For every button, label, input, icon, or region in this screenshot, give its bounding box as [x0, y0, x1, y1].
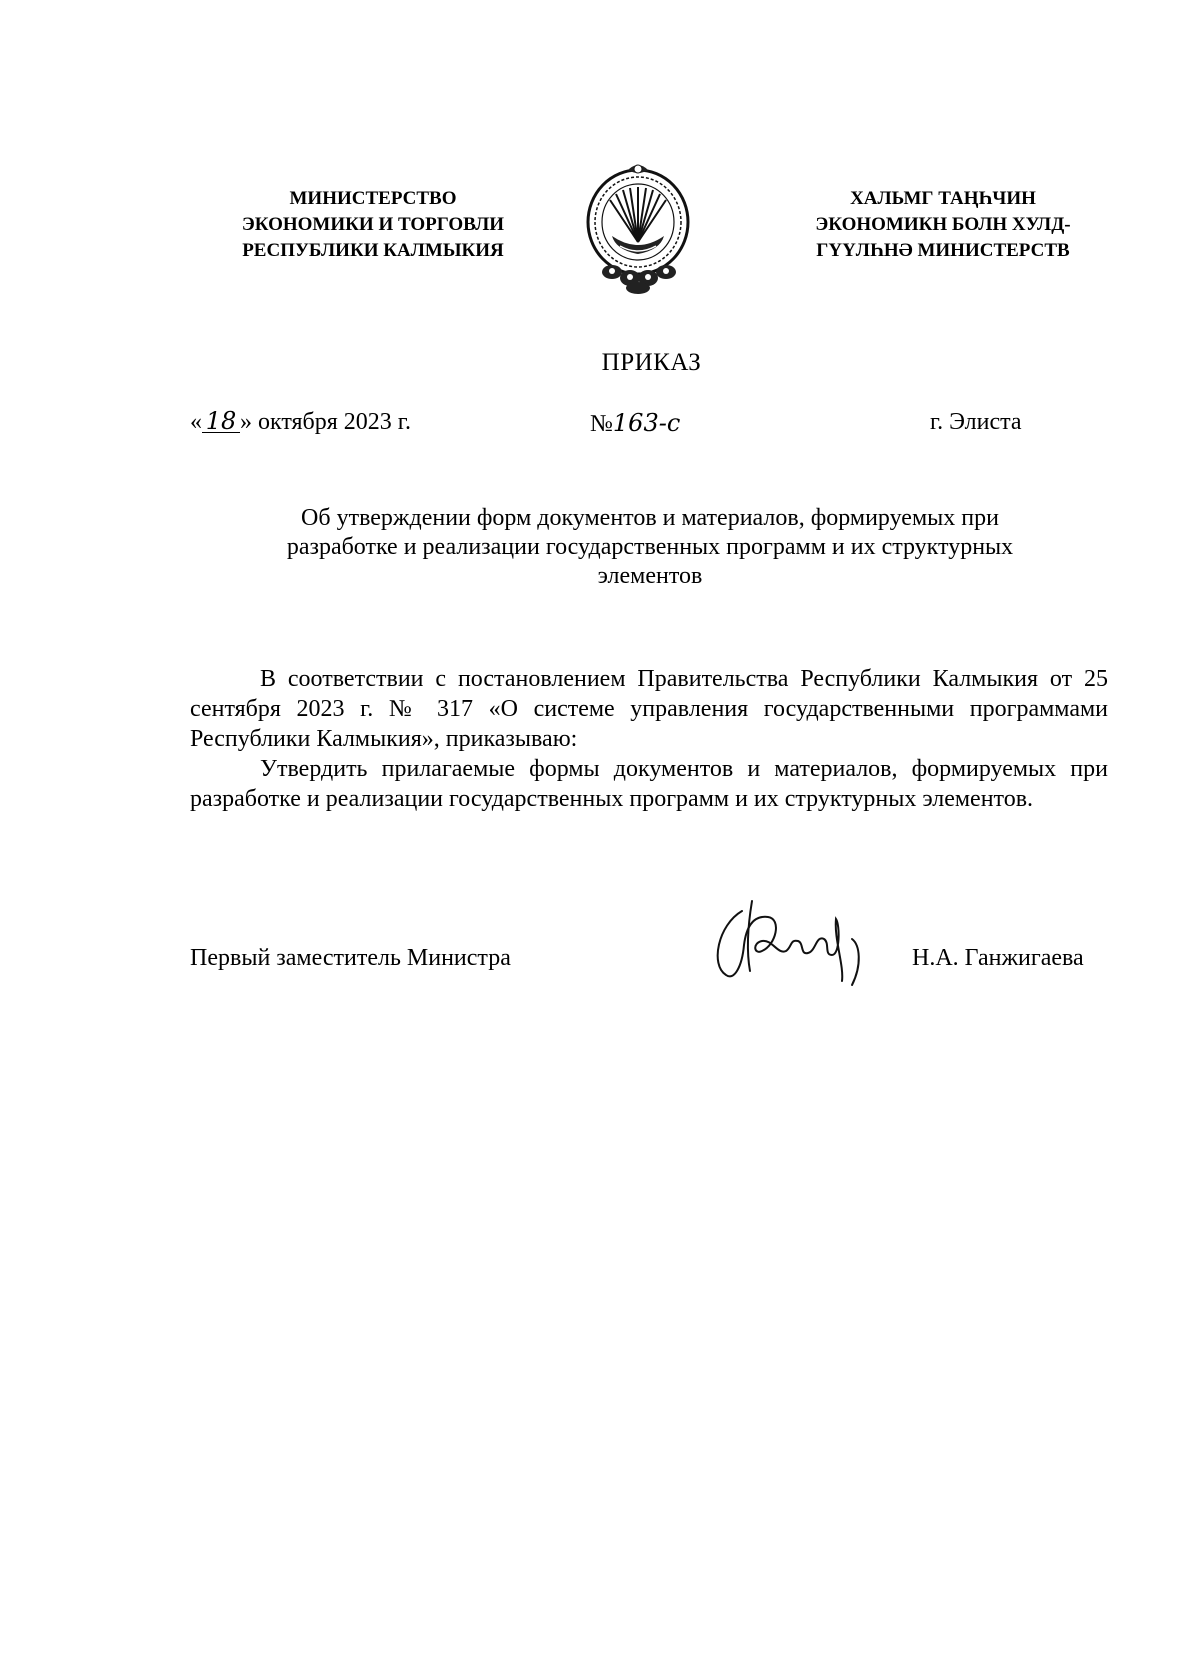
order-body [190, 664, 1108, 814]
order-number [590, 409, 680, 438]
order-date [190, 409, 411, 436]
header-left-line-3: РЕСПУБЛИКИ КАЛМЫКИЯ [242, 240, 504, 261]
order-subject [190, 504, 1110, 591]
issue-city: г. Элиста [930, 409, 1022, 435]
signer-name: Н.А. Ганжигаева [912, 945, 1084, 971]
handwritten-signature [712, 895, 884, 987]
date-open-quote: « [190, 409, 202, 435]
ministry-name-kalmyk [788, 186, 1098, 264]
date-month-year: » октября 2023 г. [240, 409, 411, 435]
header-right-line-2: ЭКОНОМИКН БОЛН ХУЛД- [815, 214, 1071, 235]
body-paragraph-1: В соответствии с постановлением Правительства Республики Калмыкия от 25 сентября 2023 г. № 317 «О системе управления государственными программами Республики Калмыкия», приказываю: [190, 666, 1108, 752]
header-right-line-3: ГҮҮЛҺНӘ МИНИСТЕРСТВ [816, 240, 1070, 261]
number-sign: № [590, 411, 613, 437]
subject-line-2: разработке и реализации государственных программ и их структурных [286, 534, 1014, 560]
header-right-line-1: ХАЛЬМГ ТАҢҺЧИН [850, 188, 1036, 209]
header-left-line-1: МИНИСТЕРСТВО [289, 188, 457, 209]
body-paragraph-2: Утвердить прилагаемые формы документов и материалов, формируемых при разработке и реализации государственных программ и их структурных элементов. [190, 756, 1108, 812]
subject-line-3: элементов [597, 563, 703, 589]
document-title: ПРИКАЗ [601, 349, 702, 376]
handwritten-number: 163-с [612, 409, 681, 437]
subject-line-1: Об утверждении форм документов и материалов, формируемых при [301, 505, 999, 531]
coat-of-arms-emblem [582, 160, 694, 296]
header-left-line-2: ЭКОНОМИКИ И ТОРГОВЛИ [241, 214, 505, 235]
ministry-name-russian [208, 186, 538, 264]
handwritten-day: 18 [202, 410, 240, 433]
signer-position: Первый заместитель Министра [190, 945, 511, 971]
